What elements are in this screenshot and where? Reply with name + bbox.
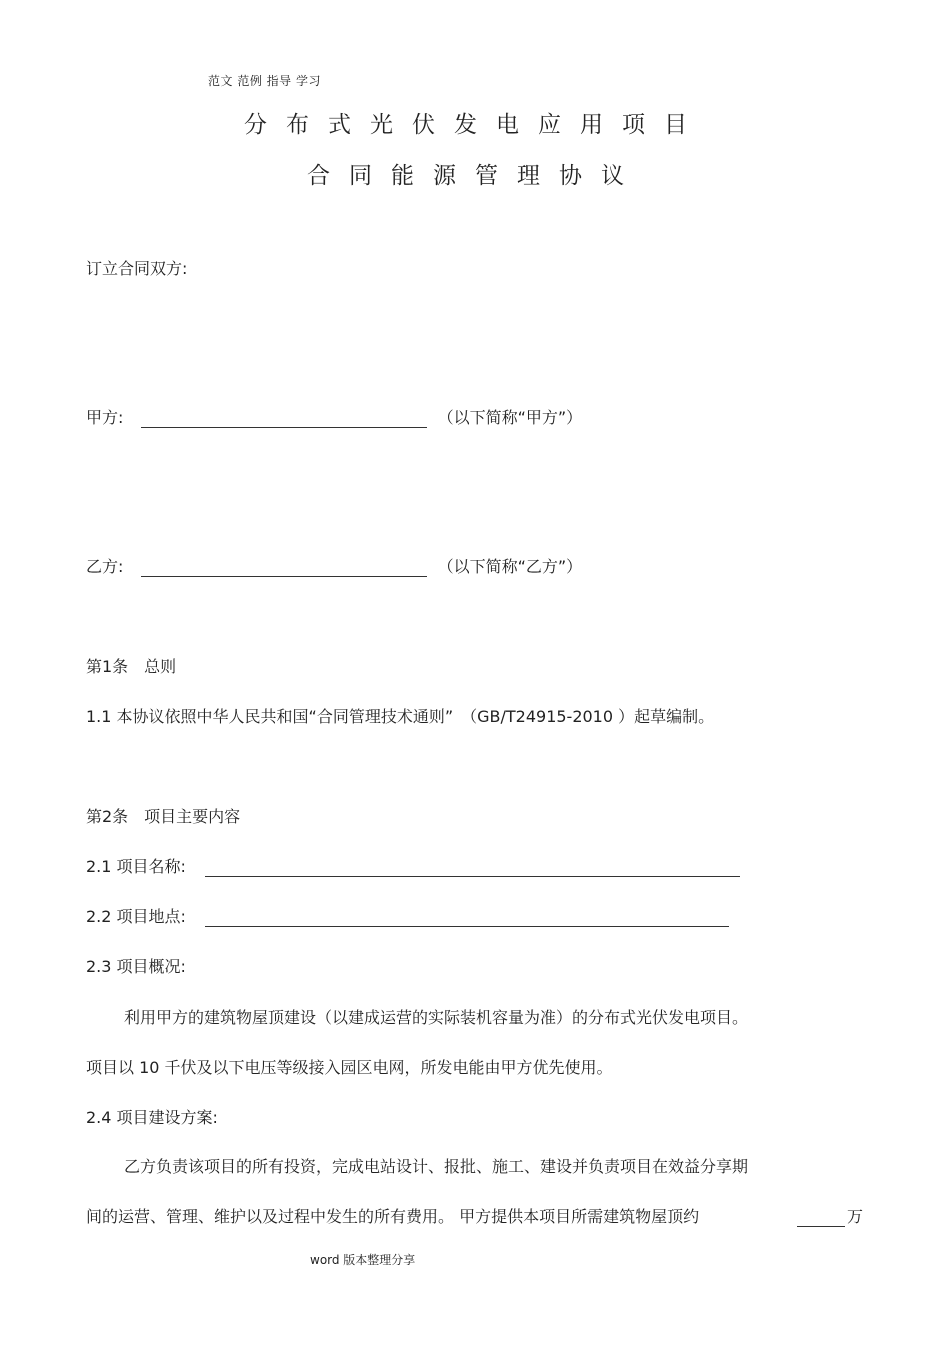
party-a-row [86,408,582,428]
clause-1-1: 1.1 本协议依照中华人民共和国“合同管理技术通则” （GB/T24915-2010 ）起草编制。 [86,707,715,726]
clause-2-4-text-3-row [797,1207,863,1227]
project-name-blank[interactable] [205,860,740,877]
party-b-row [86,557,582,577]
clause-2-4-text-2: 间的运营、管理、维护以及过程中发生的所有费用。 甲方提供本项目所需建筑物屋顶约 [86,1207,700,1226]
article-1-heading: 第1条 总则 [86,657,177,676]
clause-2-4-label: 2.4 项目建设方案: [86,1108,218,1127]
clause-2-1-label: 2.1 项目名称: [86,857,186,876]
clause-2-4-text-3-end: 万 [847,1207,864,1226]
footer-text: word 版本整理分享 [310,1253,416,1267]
party-b-suffix: （以下简称“乙方”） [437,557,583,576]
party-a-label: 甲方: [86,408,124,427]
clause-2-2-label: 2.2 项目地点: [86,907,186,926]
article-2-heading: 第2条 项目主要内容 [86,807,241,826]
party-b-label: 乙方: [86,557,124,576]
clause-2-2-row [86,907,729,927]
clause-2-4-text-1: 乙方负责该项目的所有投资，完成电站设计、报批、施工、建设并负责项目在效益分享期 [124,1157,749,1176]
clause-2-3-label: 2.3 项目概况: [86,957,186,976]
roof-area-blank[interactable] [797,1210,845,1227]
project-location-blank[interactable] [205,910,729,927]
clause-2-1-row [86,857,740,877]
clause-2-3-text-1: 利用甲方的建筑物屋顶建设（以建成运营的实际装机容量为准）的分布式光伏发电项目。 [124,1008,749,1027]
party-a-suffix: （以下简称“甲方”） [437,408,583,427]
document-title-line-2: 合同能源管理协议 [307,163,643,189]
clause-2-3-text-2: 项目以 10 千伏及以下电压等级接入园区电网，所发电能由甲方优先使用。 [86,1058,613,1077]
header-tag: 范文 范例 指导 学习 [208,74,321,88]
party-b-blank[interactable] [141,560,427,577]
party-a-blank[interactable] [141,411,427,428]
document-title-line-1: 分布式光伏发电应用项目 [244,112,706,138]
parties-heading: 订立合同双方: [86,259,188,278]
